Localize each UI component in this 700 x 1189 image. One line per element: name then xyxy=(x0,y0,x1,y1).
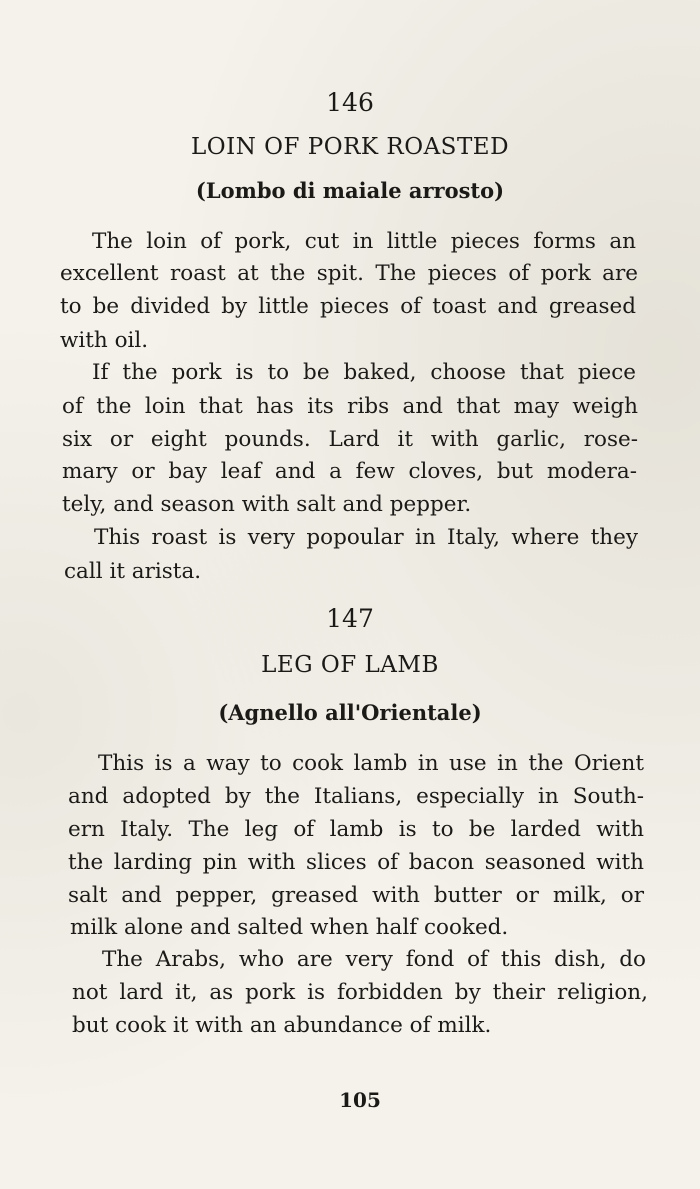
recipe-subtitle: (Agnello all'Orientale) xyxy=(218,700,482,725)
paragraph-line: This is a way to cook lamb in use in the Orient xyxy=(98,751,644,776)
paragraph-line: The loin of pork, cut in little pieces forms an xyxy=(92,229,636,254)
paragraph-line: call it arista. xyxy=(64,559,202,584)
recipe-subtitle: (Lombo di maiale arrosto) xyxy=(195,178,505,203)
paragraph-line: excellent roast at the spit. The pieces of pork are xyxy=(60,261,638,286)
paragraph-line: salt and pepper, greased with butter or milk, or xyxy=(68,883,644,908)
paragraph-line: to be divided by little pieces of toast and greased xyxy=(60,294,636,319)
paragraph-line: of the loin that has its ribs and that may weigh xyxy=(62,394,638,419)
paragraph-line: the larding pin with slices of bacon seasoned with xyxy=(68,850,644,875)
paragraph-line: not lard it, as pork is forbidden by their religion, xyxy=(72,980,648,1005)
paragraph-line: milk alone and salted when half cooked. xyxy=(70,915,509,940)
recipe-number: 146 xyxy=(326,88,374,117)
page-number: 105 xyxy=(339,1088,381,1112)
paragraph-line: The Arabs, who are very fond of this dish, do xyxy=(102,947,646,972)
paragraph-line: six or eight pounds. Lard it with garlic, rose- xyxy=(62,427,638,452)
paragraph-line: mary or bay leaf and a few cloves, but modera- xyxy=(62,459,637,484)
paragraph-line: ern Italy. The leg of lamb is to be larded with xyxy=(68,817,644,842)
recipe-title: LEG OF LAMB xyxy=(261,652,439,678)
paragraph-line: with oil. xyxy=(60,328,149,353)
paragraph-line: but cook it with an abundance of milk. xyxy=(72,1013,492,1038)
paragraph-line: This roast is very popoular in Italy, where they xyxy=(94,525,638,550)
paragraph-line: tely, and season with salt and pepper. xyxy=(62,492,472,517)
recipe-title: LOIN OF PORK ROASTED xyxy=(190,134,510,160)
recipe-number: 147 xyxy=(326,604,374,633)
paragraph-line: and adopted by the Italians, especially in South- xyxy=(68,784,644,809)
paragraph-line: If the pork is to be baked, choose that piece xyxy=(92,360,636,385)
